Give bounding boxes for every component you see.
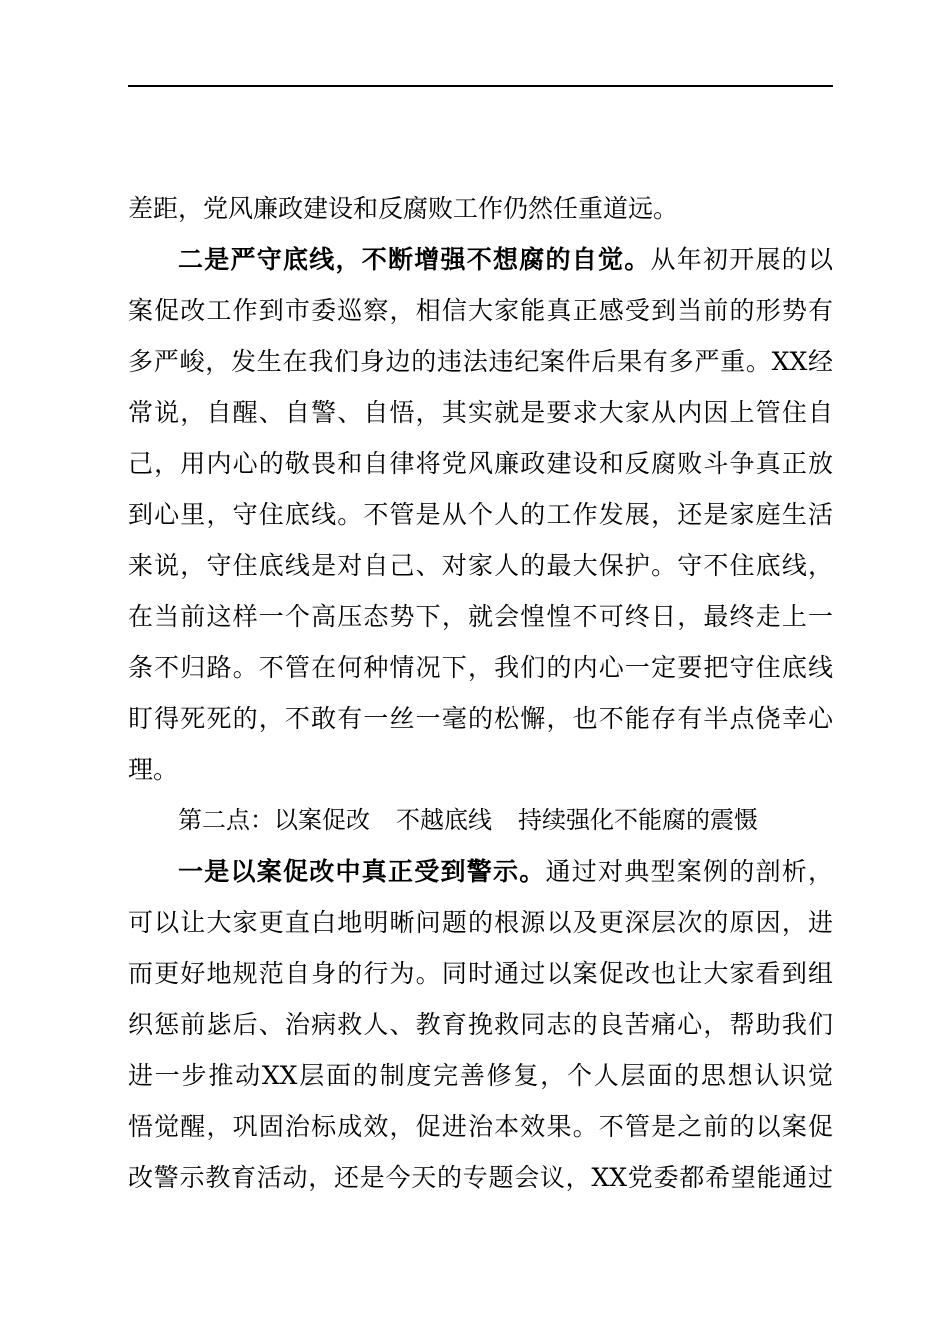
paragraph-line: 理。 (128, 755, 179, 784)
heading-part: 不越底线 (396, 806, 492, 834)
text-run: 从年初开展的以 (650, 245, 833, 274)
paragraph-line: 织惩前毖后、治病救人、教育挽救同志的良苦痛心，帮助我们 (128, 1010, 833, 1039)
paragraph-line: 而更好地规范自身的行为。同时通过以案促改也让大家看到组 (128, 959, 833, 988)
paragraph-line: 悟觉醒，巩固治标成效，促进治本效果。不管是之前的以案促 (128, 1112, 833, 1141)
paragraph-line: 改警示教育活动，还是今天的专题会议，XX党委都希望能通过 (128, 1163, 833, 1192)
paragraph-line: 案促改工作到市委巡察，相信大家能真正感受到当前的形势有 (128, 296, 833, 325)
paragraph-line: 多严峻，发生在我们身边的违法违纪案件后果有多严重。XX经 (128, 347, 833, 376)
bold-lead: 二是严守底线，不断增强不想腐的自觉。 (178, 245, 651, 274)
paragraph-line: 可以让大家更直白地明晰问题的根源以及更深层次的原因，进 (128, 908, 833, 937)
heading-part: 持续强化不能腐的震慑 (518, 806, 758, 834)
paragraph-line: 己，用内心的敬畏和自律将党风廉政建设和反腐败斗争真正放 (128, 449, 833, 478)
section-heading (128, 795, 833, 846)
document-body (128, 183, 833, 1203)
paragraph-first-line (128, 846, 833, 897)
paragraph-line: 到心里，守住底线。不管是从个人的工作发展，还是家庭生活 (128, 500, 833, 529)
paragraph-line: 盯得死死的，不敢有一丝一毫的松懈，也不能存有半点侥幸心 (128, 704, 833, 733)
paragraph-line: 条不归路。不管在何种情况下，我们的内心一定要把守住底线 (128, 653, 833, 682)
heading-part: 第二点：以案促改 (178, 806, 370, 834)
paragraph-line: 在当前这样一个高压态势下，就会惶惶不可终日，最终走上一 (128, 602, 833, 631)
paragraph-first-line (128, 234, 833, 285)
text-run: 通过对典型案例的剖析， (545, 857, 833, 886)
header-rule (128, 85, 833, 87)
paragraph-line: 常说，自醒、自警、自悟，其实就是要求大家从内因上管住自 (128, 398, 833, 427)
bold-lead: 一是以案促改中真正受到警示。 (178, 857, 546, 886)
paragraph-tail: 差距，党风廉政建设和反腐败工作仍然任重道远。 (128, 194, 679, 223)
paragraph-line: 进一步推动XX层面的制度完善修复，个人层面的思想认识觉 (128, 1061, 833, 1090)
paragraph-line: 来说，守住底线是对自己、对家人的最大保护。守不住底线， (128, 551, 833, 580)
